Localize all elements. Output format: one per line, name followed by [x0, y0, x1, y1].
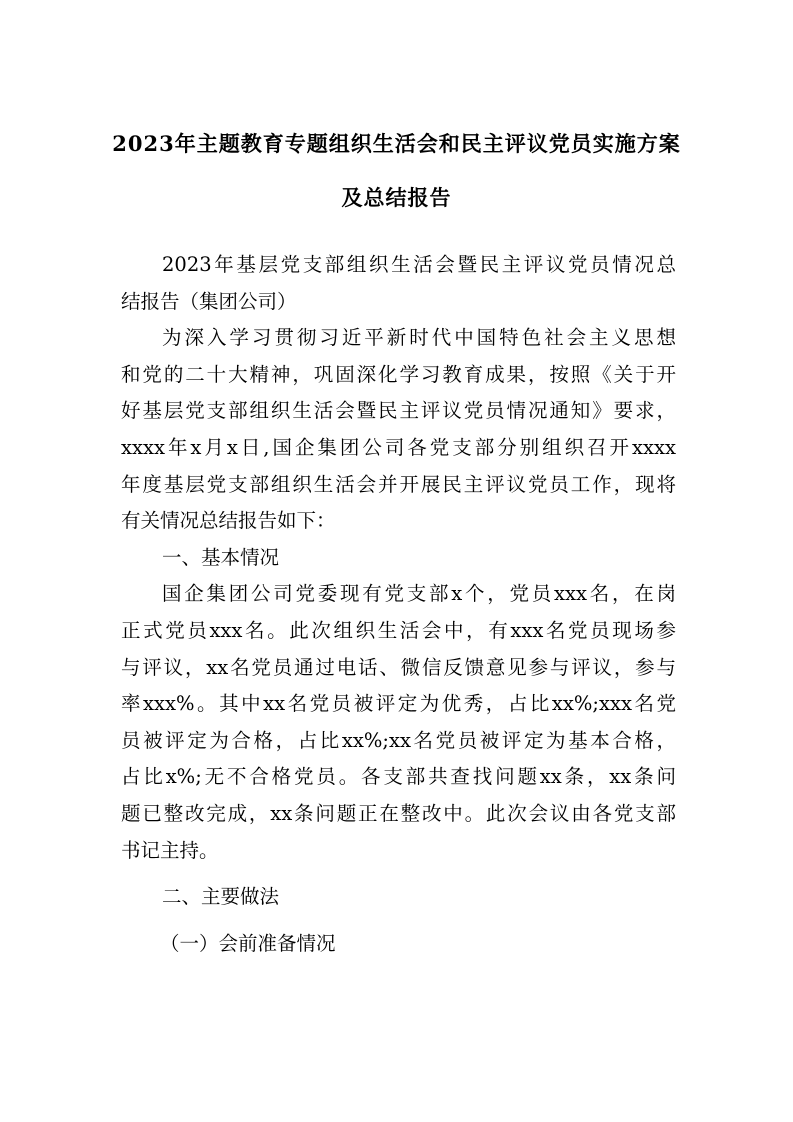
text-line: 国企集团公司党委现有党支部x个，党员xxx名，在岗	[162, 582, 676, 606]
text-line: 二、主要做法	[162, 885, 280, 909]
document-body	[121, 247, 676, 962]
text-line: 题已整改完成，xx条问题正在整改中。此次会议由各党支部	[121, 801, 676, 825]
section-heading-basic	[121, 540, 676, 577]
text-line: 正式党员xxx名。此次组织生活会中，有xxx名党员现场参	[121, 618, 676, 642]
subsection-heading-preparation	[121, 926, 676, 963]
document-title-line-2: 及总结报告	[341, 185, 452, 210]
text-line: 年度基层党支部组织生活会并开展民主评议党员工作，现将	[121, 472, 676, 496]
text-line: 书记主持。	[121, 838, 219, 862]
text-line: 有关情况总结报告如下：	[121, 509, 336, 533]
text-line: 与评议，xx名党员通过电话、微信反馈意见参与评议，参与	[121, 655, 676, 679]
document-title-line-1: 2023年主题教育专题组织生活会和民主评议党员实施方案	[112, 131, 681, 156]
text-line: 结报告（集团公司）	[121, 289, 297, 313]
text-line: 为深入学习贯彻习近平新时代中国特色社会主义思想	[162, 326, 676, 350]
paragraph-gap	[121, 916, 676, 926]
text-line: 好基层党支部组织生活会暨民主评议党员情况通知》要求，	[121, 399, 676, 423]
text-line: 员被评定为合格，占比xx%;xx名党员被评定为基本合格，	[121, 728, 676, 752]
text-line: 一、基本情况	[162, 545, 280, 569]
text-line: xxxx年x月x日,国企集团公司各党支部分别组织召开xxxx	[121, 435, 676, 459]
paragraph-intro	[121, 320, 676, 540]
section-heading-practices	[121, 879, 676, 916]
text-line: 占比x%;无不合格党员。各支部共查找问题xx条，xx条问	[121, 765, 676, 789]
paragraph-basic-situation	[121, 576, 676, 869]
text-line: 2023年基层党支部组织生活会暨民主评议党员情况总	[162, 253, 676, 276]
text-line: 和党的二十大精神，巩固深化学习教育成果，按照《关于开	[121, 362, 676, 386]
paragraph-report-title	[121, 247, 676, 320]
text-line: 率xxx%。其中xx名党员被评定为优秀，占比xx%;xxx名党	[121, 692, 676, 716]
text-line: （一）会前准备情况	[160, 931, 336, 955]
paragraph-gap	[121, 869, 676, 879]
